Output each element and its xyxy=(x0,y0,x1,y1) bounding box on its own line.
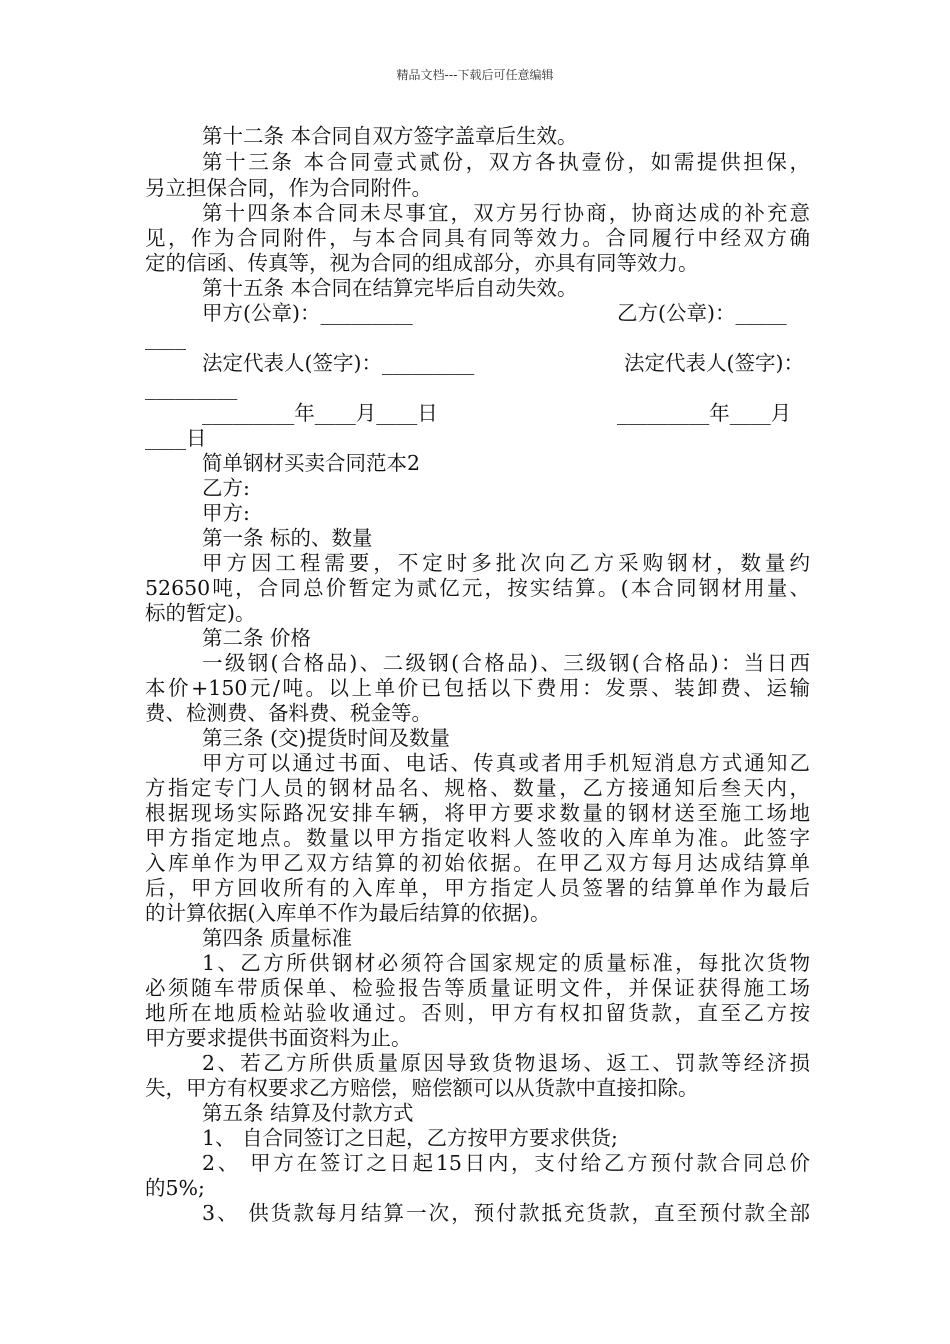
article-4-item-1-cont-3: 甲方要求提供书面资料为止。 xyxy=(145,1026,412,1050)
article-2-text-cont-1: 本价+150元/吨。以上单价已包括以下费用：发票、装卸费、运输 xyxy=(145,676,810,700)
article-5-item-3: 3、 供货款每月结算一次，预付款抵充货款，直至预付款全部 xyxy=(202,1201,810,1225)
article-3-text-cont-6: 的计算依据(入库单不作为最后结算的依据)。 xyxy=(145,901,551,925)
party-b-date: _________年____月 xyxy=(617,401,792,425)
article-5-item-2: 2、 甲方在签订之日起15日内，支付给乙方预付款合同总价 xyxy=(202,1151,810,1175)
party-b-seal: 乙方(公章)：_____ xyxy=(617,301,787,325)
clause-15: 第十五条 本合同在结算完毕后自动失效。 xyxy=(202,276,578,300)
party-b-label: 乙方: xyxy=(202,476,250,500)
article-1-heading: 第一条 标的、数量 xyxy=(202,526,373,550)
article-4-item-1-cont-1: 必须随车带质保单、检验报告等质量证明文件，并保证获得施工场 xyxy=(145,976,810,1000)
clause-13: 第十三条 本合同壹式贰份，双方各执壹份，如需提供担保， xyxy=(202,150,810,174)
article-1-text: 甲方因工程需要，不定时多批次向乙方采购钢材，数量约 xyxy=(202,551,810,575)
clause-12: 第十二条 本合同自双方签字盖章后生效。 xyxy=(202,124,578,148)
article-3-text: 甲方可以通过书面、电话、传真或者用手机短消息方式通知乙 xyxy=(202,751,810,775)
party-a-seal: 甲方(公章)：_________ xyxy=(202,301,413,325)
party-b-date-cont: ____日 xyxy=(145,426,207,450)
article-1-text-cont-1: 52650吨，合同总价暂定为贰亿元，按实结算。(本合同钢材用量、 xyxy=(145,576,810,600)
article-3-text-cont-5: 后，甲方回收所有的入库单，甲方指定人员签署的结算单作为最后 xyxy=(145,876,810,900)
article-3-text-cont-1: 方指定专门人员的钢材品名、规格、数量，乙方接通知后叁天内， xyxy=(145,776,810,800)
clause-14-cont-1: 见，作为合同附件，与本合同具有同等效力。合同履行中经双方确 xyxy=(145,226,810,250)
party-a-label: 甲方: xyxy=(202,501,250,525)
party-b-representative: 法定代表人(签字)： xyxy=(624,351,804,375)
party-b-seal-cont: ____ xyxy=(145,326,186,350)
article-3-text-cont-2: 根据现场实际路况安排车辆，将甲方要求数量的钢材送至施工场地 xyxy=(145,801,810,825)
clause-13-cont: 另立担保合同，作为合同附件。 xyxy=(145,176,432,200)
article-3-text-cont-4: 入库单作为甲乙双方结算的初始依据。在甲乙双方每月达成结算单 xyxy=(145,851,810,875)
article-4-item-2: 2、若乙方所供质量原因导致货物退场、返工、罚款等经济损 xyxy=(202,1051,810,1075)
contract-title: 简单钢材买卖合同范本2 xyxy=(202,451,421,475)
article-5-item-2-cont: 的5%; xyxy=(145,1176,205,1200)
article-2-heading: 第二条 价格 xyxy=(202,626,312,650)
clause-14: 第十四条本合同未尽事宜，双方另行协商，协商达成的补充意 xyxy=(202,201,810,225)
article-5-heading: 第五条 结算及付款方式 xyxy=(202,1101,414,1125)
page-header: 精品文档---下载后可任意编辑 xyxy=(396,68,554,82)
article-1-text-cont-2: 标的暂定)。 xyxy=(145,601,256,625)
party-a-representative: 法定代表人(签字)：_________ xyxy=(202,351,475,375)
article-2-text: 一级钢(合格品)、二级钢(合格品)、三级钢(合格品)：当日西 xyxy=(202,651,810,675)
party-a-date: _________年____月____日 xyxy=(202,401,438,425)
article-2-text-cont-2: 费、检测费、备料费、税金等。 xyxy=(145,701,432,725)
article-4-heading: 第四条 质量标准 xyxy=(202,926,353,950)
article-3-text-cont-3: 甲方指定地点。数量以甲方指定收料人签收的入库单为准。此签字 xyxy=(145,826,810,850)
article-3-heading: 第三条 (交)提货时间及数量 xyxy=(202,726,451,750)
party-b-representative-cont: _________ xyxy=(145,376,238,400)
clause-14-cont-2: 定的信函、传真等，视为合同的组成部分，亦具有同等效力。 xyxy=(145,251,699,275)
article-4-item-2-cont: 失，甲方有权要求乙方赔偿，赔偿额可以从货款中直接扣除。 xyxy=(145,1076,699,1100)
article-4-item-1-cont-2: 地所在地质检站验收通过。否则，甲方有权扣留货款，直至乙方按 xyxy=(145,1001,810,1025)
article-4-item-1: 1、乙方所供钢材必须符合国家规定的质量标准，每批次货物 xyxy=(202,951,810,975)
article-5-item-1: 1、 自合同签订之日起，乙方按甲方要求供货; xyxy=(202,1126,618,1150)
